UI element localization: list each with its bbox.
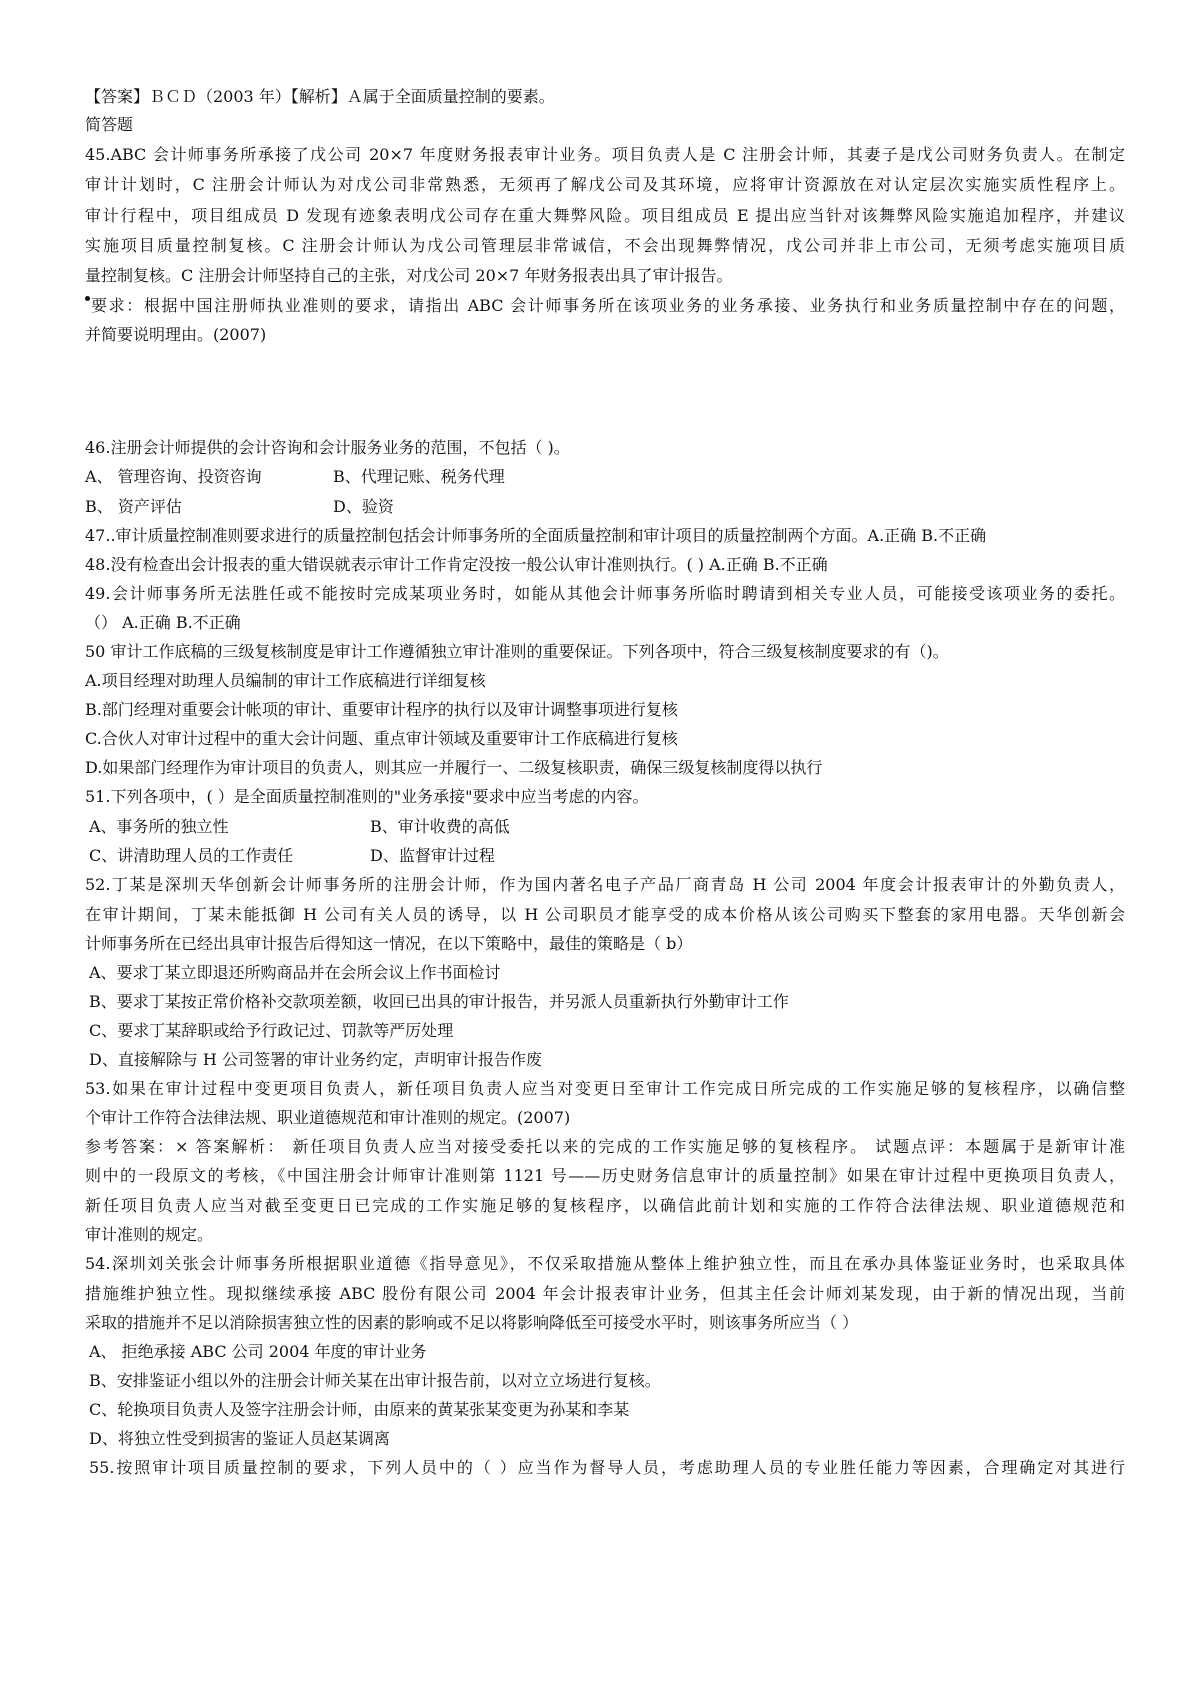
q49-text: 49.会计师事务所无法胜任或不能按时完成某项业务时，如能从其他会计师事务所临时聘请到相关专业人员，可能接受该项业务的委托。 (85, 584, 1125, 603)
q51-option-b: B、审计收费的高低 (370, 817, 510, 836)
q45-text-line: 审计计划时，C 注册会计师认为对戊公司非常熟悉，无须再了解戊公司及其环境，应将审计资源放在对认定层次实施实质性程序上。 (85, 175, 1125, 194)
q54-option-b: B、安排鉴证小组以外的注册会计师关某在出审计报告前，以对立立场进行复核。 (89, 1371, 661, 1390)
q53-answer-line: 新任项目负责人应当对截至变更日已完成的工作实施足够的复核程序，以确信此前计划和实施的工作符合法律法规、职业道德规范和 (85, 1196, 1125, 1215)
q54-option-a: A、 拒绝承接 ABC 公司 2004 年度的审计业务 (89, 1342, 427, 1361)
q45-text-line: 审计行程中，项目组成员 D 发现有迹象表明戊公司存在重大舞弊风险。项目组成员 E 提出应当针对该舞弊风险实施追加程序，并建议 (85, 206, 1125, 225)
answer-line: 【答案】ＢＣＤ（2003 年）【解析】Ａ属于全面质量控制的要素。 (85, 87, 555, 106)
q53-text-line: 53.如果在审计过程中变更项目负责人，新任项目负责人应当对变更日至审计工作完成日所完成的工作实施足够的复核程序，以确信整 (85, 1079, 1125, 1098)
q54-text-line: 采取的措施并不足以消除损害独立性的因素的影响或不足以将影响降低至可接受水平时，则该事务所应当（ ） (85, 1313, 859, 1332)
q45-requirement-line: 并简要说明理由。(2007) (85, 325, 267, 344)
q51-option-c: C、讲清助理人员的工作责任 (89, 846, 294, 865)
q52-option-a: A、要求丁某立即退还所购商品并在会所会议上作书面检讨 (89, 963, 501, 982)
q52-option-d: D、直接解除与 H 公司签署的审计业务约定，声明审计报告作废 (89, 1050, 542, 1069)
q46-option-a: A、 管理咨询、投资咨询 (85, 467, 262, 486)
q52-text-line: 在审计期间，丁某未能抵御 H 公司有关人员的诱导，以 H 公司职员才能享受的成本价格从该公司购买下整套的家用电器。天华创新会 (85, 905, 1125, 924)
q54-text-line: 54.深圳刘关张会计师事务所根据职业道德《指导意见》，不仅采取措施从整体上维护独立性，而且在承办具体鉴证业务时，也采取具体 (85, 1254, 1125, 1273)
q48-text: 48.没有检查出会计报表的重大错误就表示审计工作肯定没按一般公认审计准则执行。( ) A.正确 B.不正确 (85, 555, 828, 574)
bullet-icon (85, 296, 90, 301)
q50-stem: 50 审计工作底稿的三级复核制度是审计工作遵循独立审计准则的重要保证。下列各项中，符合三级复核制度要求的有（)。 (85, 642, 949, 661)
q45-text-line: 实施项目质量控制复核。C 注册会计师认为戊公司管理层非常诚信，不会出现舞弊情况，戊公司并非上市公司，无须考虑实施项目质 (85, 236, 1125, 255)
q46-stem: 46.注册会计师提供的会计咨询和会计服务业务的范围，不包括（ )。 (85, 438, 570, 457)
q53-text-line: 个审计工作符合法律法规、职业道德规范和审计准则的规定。(2007) (85, 1108, 571, 1127)
section-heading-short-answer: 简答题 (85, 115, 134, 134)
q50-option-c: C.合伙人对审计过程中的重大会计问题、重点审计领域及重要审计工作底稿进行复核 (85, 729, 678, 748)
q51-option-d: D、监督审计过程 (370, 846, 495, 865)
q54-option-c: C、轮换项目负责人及签字注册会计师，由原来的黄某张某变更为孙某和李某 (89, 1400, 630, 1419)
q46-option-d: D、验资 (333, 497, 394, 516)
q49-options: （） A.正确 B.不正确 (85, 613, 241, 632)
q45-text-line: 量控制复核。C 注册会计师坚持自己的主张，对戊公司 20×7 年财务报表出具了审计报告。 (85, 266, 733, 285)
q50-option-a: A.项目经理对助理人员编制的审计工作底稿进行详细复核 (85, 671, 486, 690)
q54-option-d: D、将独立性受到损害的鉴证人员赵某调离 (89, 1429, 390, 1448)
q52-text-line: 计师事务所在已经出具审计报告后得知这一情况，在以下策略中，最佳的策略是（ b） (85, 934, 693, 953)
q54-text-line: 措施维护独立性。现拟继续承接 ABC 股份有限公司 2004 年会计报表审计业务，但其主任会计师刘某发现，由于新的情况出现，当前 (85, 1284, 1125, 1303)
q45-requirement-line: 要求：根据中国注册师执业准则的要求，请指出 ABC 会计师事务所在该项业务的业务承接、业务执行和业务质量控制中存在的问题， (91, 296, 1125, 315)
q46-option-c: B、 资产评估 (85, 497, 182, 516)
q52-option-c: C、要求丁某辞职或给予行政记过、罚款等严厉处理 (89, 1021, 454, 1040)
q50-option-b: B.部门经理对重要会计帐项的审计、重要审计程序的执行以及审计调整事项进行复核 (85, 700, 678, 719)
q47-text: 47..审计质量控制准则要求进行的质量控制包括会计师事务所的全面质量控制和审计项目的质量控制两个方面。A.正确 B.不正确 (85, 526, 987, 545)
q50-option-d: D.如果部门经理作为审计项目的负责人，则其应一并履行一、二级复核职责，确保三级复核制度得以执行 (85, 758, 823, 777)
q53-answer-line: 审计准则的规定。 (85, 1225, 214, 1244)
q53-answer-line: 参考答案：× 答案解析： 新任项目负责人应当对接受委托以来的完成的工作实施足够的复核程序。 试题点评：本题属于是新审计准 (85, 1137, 1125, 1156)
q52-option-b: B、要求丁某按正常价格补交款项差额，收回已出具的审计报告，并另派人员重新执行外勤审计工作 (89, 992, 789, 1011)
q51-option-a: A、事务所的独立性 (89, 817, 229, 836)
q45-text-line: 45.ABC 会计师事务所承接了戊公司 20×7 年度财务报表审计业务。项目负责人是 C 注册会计师，其妻子是戊公司财务负责人。在制定 (85, 145, 1125, 164)
q53-answer-line: 则中的一段原文的考核，《中国注册会计师审计准则第 1121 号——历史财务信息审计的质量控制》如果在审计过程中更换项目负责人， (85, 1166, 1125, 1185)
q51-stem: 51.下列各项中，( ）是全面质量控制准则的"业务承接"要求中应当考虑的内容。 (85, 787, 649, 806)
q55-text-line: 55.按照审计项目质量控制的要求，下列人员中的（ ）应当作为督导人员，考虑助理人员的专业胜任能力等因素，合理确定对其进行 (89, 1458, 1125, 1477)
q46-option-b: B、代理记账、税务代理 (333, 467, 505, 486)
q52-text-line: 52.丁某是深圳天华创新会计师事务所的注册会计师，作为国内著名电子产品厂商青岛 H 公司 2004 年度会计报表审计的外勤负责人， (85, 875, 1125, 894)
